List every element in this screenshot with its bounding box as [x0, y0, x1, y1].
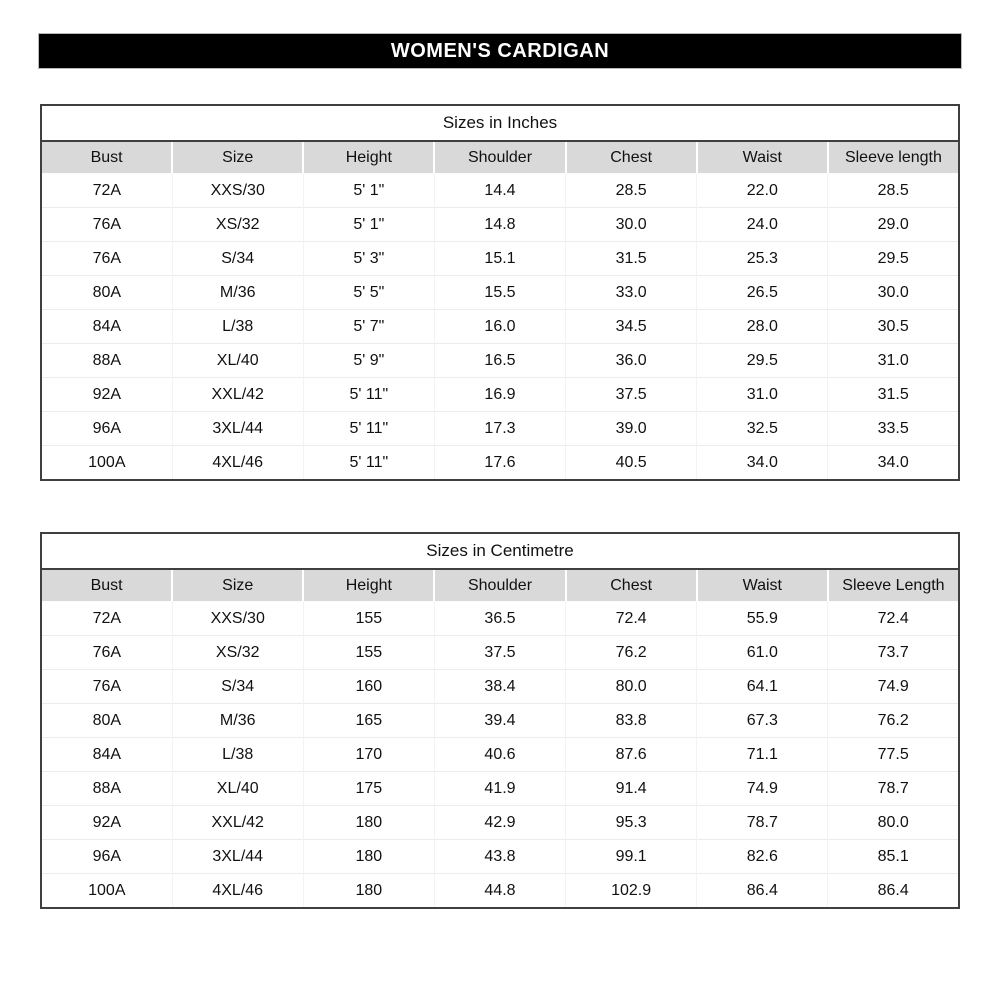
- table-row: [41, 208, 959, 242]
- table-cell: 155: [303, 636, 434, 670]
- table-cell: 31.5: [566, 242, 697, 276]
- table-cell: 5' 9": [303, 344, 434, 378]
- table-cell: 76A: [41, 670, 172, 704]
- table-cell: 16.9: [434, 378, 565, 412]
- table-row: [41, 174, 959, 208]
- column-header: Shoulder: [434, 141, 565, 174]
- column-header: Size: [172, 569, 303, 602]
- table-cell: 85.1: [828, 840, 959, 874]
- table-cell: 30.5: [828, 310, 959, 344]
- column-header: Bust: [41, 569, 172, 602]
- table-cell: 76A: [41, 208, 172, 242]
- table-cell: 87.6: [566, 738, 697, 772]
- table-cell: 61.0: [697, 636, 828, 670]
- table-cell: XXL/42: [172, 378, 303, 412]
- table-cell: 55.9: [697, 602, 828, 636]
- table-title-row: [41, 533, 959, 569]
- table-row: [41, 772, 959, 806]
- table-cell: 5' 1": [303, 208, 434, 242]
- table-cell: 5' 11": [303, 378, 434, 412]
- table-cell: 28.5: [828, 174, 959, 208]
- table-cell: 37.5: [434, 636, 565, 670]
- table-cell: 5' 11": [303, 446, 434, 481]
- table-cell: 80.0: [566, 670, 697, 704]
- table-cell: 22.0: [697, 174, 828, 208]
- table-cell: 15.5: [434, 276, 565, 310]
- table-cell: 30.0: [566, 208, 697, 242]
- column-header: Sleeve Length: [828, 569, 959, 602]
- table-cell: 5' 5": [303, 276, 434, 310]
- table-cell: 5' 7": [303, 310, 434, 344]
- table-cell: 3XL/44: [172, 412, 303, 446]
- table-cell: 5' 11": [303, 412, 434, 446]
- column-header: Size: [172, 141, 303, 174]
- table-cell: 72.4: [828, 602, 959, 636]
- table-row: [41, 602, 959, 636]
- table-cell: 17.3: [434, 412, 565, 446]
- table-cell: XS/32: [172, 208, 303, 242]
- table-cell: 76.2: [828, 704, 959, 738]
- table-cell: 88A: [41, 772, 172, 806]
- table-cell: 72A: [41, 174, 172, 208]
- table-row: [41, 446, 959, 481]
- table-cell: 16.5: [434, 344, 565, 378]
- table-row: [41, 344, 959, 378]
- table-cell: 180: [303, 840, 434, 874]
- table-title-row: [41, 105, 959, 141]
- table-cell: 5' 1": [303, 174, 434, 208]
- table-cell: 42.9: [434, 806, 565, 840]
- table-cell: XL/40: [172, 344, 303, 378]
- table-cell: 78.7: [697, 806, 828, 840]
- table-cell: 92A: [41, 378, 172, 412]
- column-header-row: [41, 141, 959, 174]
- table-row: [41, 378, 959, 412]
- table-row: [41, 242, 959, 276]
- column-header: Chest: [566, 569, 697, 602]
- table-cell: 180: [303, 806, 434, 840]
- table-cell: 14.8: [434, 208, 565, 242]
- table-cell: 34.0: [697, 446, 828, 481]
- table-cell: 3XL/44: [172, 840, 303, 874]
- table-cell: 72A: [41, 602, 172, 636]
- table-cell: 25.3: [697, 242, 828, 276]
- table-cell: 78.7: [828, 772, 959, 806]
- table-cell: 39.4: [434, 704, 565, 738]
- table-cell: 64.1: [697, 670, 828, 704]
- table-cell: 36.5: [434, 602, 565, 636]
- table-cell: XXS/30: [172, 174, 303, 208]
- table-cell: 95.3: [566, 806, 697, 840]
- table-cell: XXS/30: [172, 602, 303, 636]
- table-cell: 41.9: [434, 772, 565, 806]
- table-row: [41, 738, 959, 772]
- table-cell: 72.4: [566, 602, 697, 636]
- table-cell: 36.0: [566, 344, 697, 378]
- table-title: Sizes in Centimetre: [41, 533, 959, 569]
- table-cell: 96A: [41, 840, 172, 874]
- table-cell: 92A: [41, 806, 172, 840]
- table-cell: 155: [303, 602, 434, 636]
- table-cell: 30.0: [828, 276, 959, 310]
- table-cell: 83.8: [566, 704, 697, 738]
- table-cell: 74.9: [697, 772, 828, 806]
- table-cell: 28.0: [697, 310, 828, 344]
- table-row: [41, 636, 959, 670]
- table-cell: 71.1: [697, 738, 828, 772]
- table-cell: 17.6: [434, 446, 565, 481]
- column-header-row: [41, 569, 959, 602]
- table-cell: 5' 3": [303, 242, 434, 276]
- table-cell: 4XL/46: [172, 874, 303, 909]
- table-cell: 86.4: [828, 874, 959, 909]
- title-banner: [38, 33, 962, 69]
- column-header: Waist: [697, 569, 828, 602]
- table-cell: 26.5: [697, 276, 828, 310]
- table-cell: 33.0: [566, 276, 697, 310]
- table-cell: XL/40: [172, 772, 303, 806]
- sizes-in-inches-table: [40, 104, 960, 481]
- table-cell: 4XL/46: [172, 446, 303, 481]
- table-cell: 37.5: [566, 378, 697, 412]
- table-cell: 88A: [41, 344, 172, 378]
- table-cell: XS/32: [172, 636, 303, 670]
- page-title: WOMEN'S CARDIGAN: [390, 39, 610, 62]
- table-row: [41, 806, 959, 840]
- table-cell: 29.0: [828, 208, 959, 242]
- table-cell: 100A: [41, 874, 172, 909]
- table-cell: 84A: [41, 738, 172, 772]
- table-cell: 33.5: [828, 412, 959, 446]
- table-cell: 39.0: [566, 412, 697, 446]
- table-cell: 80.0: [828, 806, 959, 840]
- column-header: Bust: [41, 141, 172, 174]
- table-cell: 31.0: [828, 344, 959, 378]
- table-cell: S/34: [172, 670, 303, 704]
- table-cell: 180: [303, 874, 434, 909]
- table-cell: 34.5: [566, 310, 697, 344]
- table-row: [41, 670, 959, 704]
- table-cell: 31.0: [697, 378, 828, 412]
- table-cell: 24.0: [697, 208, 828, 242]
- table-cell: 76A: [41, 636, 172, 670]
- table-cell: 170: [303, 738, 434, 772]
- table-cell: 29.5: [828, 242, 959, 276]
- table-cell: XXL/42: [172, 806, 303, 840]
- table-cell: 16.0: [434, 310, 565, 344]
- column-header: Height: [303, 569, 434, 602]
- table-cell: 44.8: [434, 874, 565, 909]
- table-cell: 80A: [41, 704, 172, 738]
- table-cell: 28.5: [566, 174, 697, 208]
- table-cell: 29.5: [697, 344, 828, 378]
- table-cell: 80A: [41, 276, 172, 310]
- table-cell: S/34: [172, 242, 303, 276]
- table-cell: 165: [303, 704, 434, 738]
- table-cell: 91.4: [566, 772, 697, 806]
- table-cell: 32.5: [697, 412, 828, 446]
- table-cell: 99.1: [566, 840, 697, 874]
- table-cell: 100A: [41, 446, 172, 481]
- column-header: Waist: [697, 141, 828, 174]
- column-header: Sleeve length: [828, 141, 959, 174]
- table-cell: M/36: [172, 704, 303, 738]
- column-header: Chest: [566, 141, 697, 174]
- table-cell: L/38: [172, 738, 303, 772]
- table-row: [41, 874, 959, 909]
- table-row: [41, 276, 959, 310]
- table-cell: 67.3: [697, 704, 828, 738]
- table-cell: 40.5: [566, 446, 697, 481]
- sizes-in-centimetre-table: [40, 532, 960, 909]
- table-row: [41, 310, 959, 344]
- table-cell: 76.2: [566, 636, 697, 670]
- table-cell: 160: [303, 670, 434, 704]
- table-cell: 15.1: [434, 242, 565, 276]
- table-row: [41, 704, 959, 738]
- table-cell: L/38: [172, 310, 303, 344]
- table-title: Sizes in Inches: [41, 105, 959, 141]
- table-cell: 76A: [41, 242, 172, 276]
- table-cell: 38.4: [434, 670, 565, 704]
- table-cell: 34.0: [828, 446, 959, 481]
- table-cell: 96A: [41, 412, 172, 446]
- table-row: [41, 840, 959, 874]
- table-cell: 40.6: [434, 738, 565, 772]
- table-cell: 84A: [41, 310, 172, 344]
- table-cell: 73.7: [828, 636, 959, 670]
- table-cell: 102.9: [566, 874, 697, 909]
- column-header: Height: [303, 141, 434, 174]
- table-cell: 74.9: [828, 670, 959, 704]
- table-cell: M/36: [172, 276, 303, 310]
- table-row: [41, 412, 959, 446]
- table-cell: 31.5: [828, 378, 959, 412]
- table-cell: 82.6: [697, 840, 828, 874]
- table-cell: 175: [303, 772, 434, 806]
- table-cell: 43.8: [434, 840, 565, 874]
- table-cell: 14.4: [434, 174, 565, 208]
- table-cell: 77.5: [828, 738, 959, 772]
- column-header: Shoulder: [434, 569, 565, 602]
- table-cell: 86.4: [697, 874, 828, 909]
